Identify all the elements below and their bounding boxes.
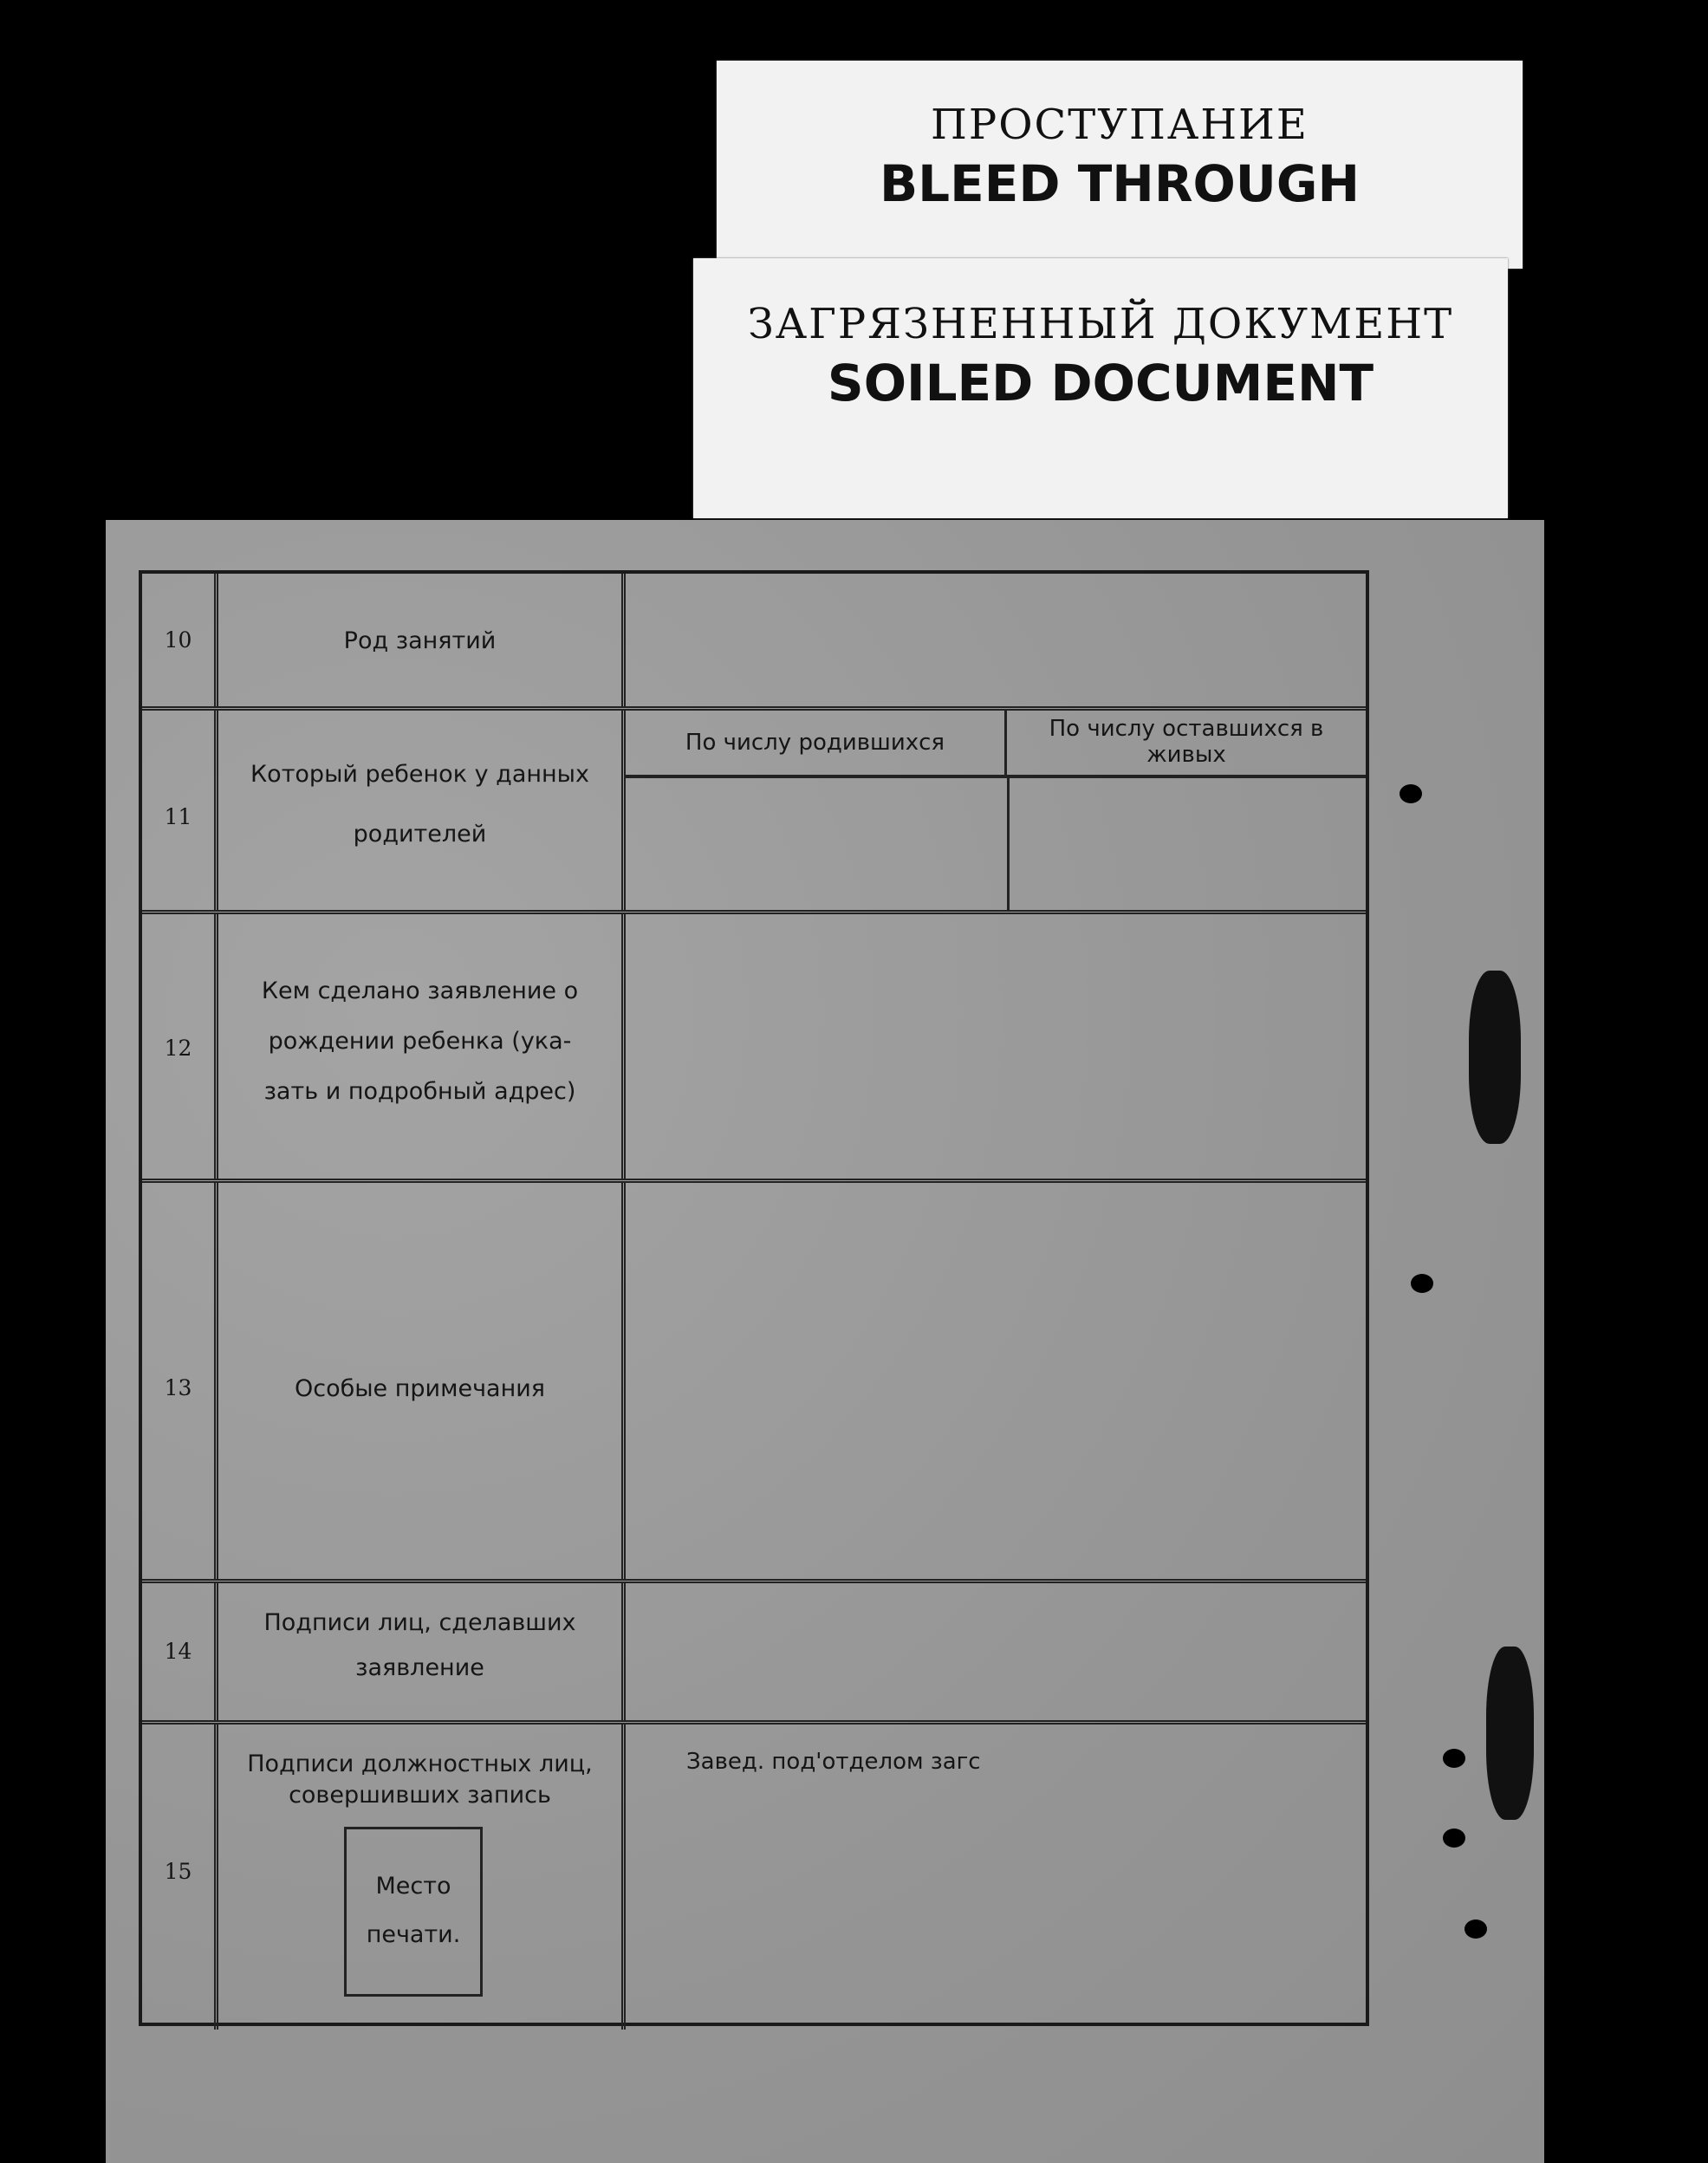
punch-hole <box>1411 1274 1433 1293</box>
row-number: 13 <box>142 1183 218 1579</box>
row-number: 15 <box>142 1725 218 2030</box>
row-value <box>626 1183 1366 1579</box>
soiled-document-ru: ЗАГРЯЗНЕННЫЙ ДОКУМЕНТ <box>747 300 1454 348</box>
bleed-through-ru: ПРОСТУПАНИЕ <box>931 101 1309 149</box>
row-label: Который ребенок у данных родителей <box>218 711 626 910</box>
row-value <box>626 574 1366 706</box>
row-label: Род занятий <box>218 574 626 706</box>
stain <box>1486 1647 1534 1820</box>
row-number: 10 <box>142 574 218 706</box>
row-label: Особые примечания <box>218 1183 626 1579</box>
soiled-document-en: SOILED DOCUMENT <box>827 354 1374 412</box>
soiled-document-label <box>693 258 1508 518</box>
row-value <box>626 914 1366 1179</box>
registrar-signature-label: Завед. под'отделом загс <box>686 1749 981 1775</box>
stain <box>1469 971 1521 1144</box>
row-label: Подписи лиц, сделавших заявление <box>218 1583 626 1720</box>
stamp-box: Место печати. <box>344 1827 483 1997</box>
row-value <box>626 1583 1366 1720</box>
punch-hole <box>1464 1919 1487 1939</box>
born-count-header: По числу родившихся <box>626 711 1007 778</box>
row-15 <box>142 1725 1366 2030</box>
birth-record-form <box>139 570 1369 2026</box>
punch-hole <box>1443 1749 1465 1768</box>
column-divider <box>1007 778 1010 910</box>
punch-hole <box>1400 784 1422 803</box>
row-11 <box>142 711 1366 914</box>
row-value <box>626 1725 1366 2030</box>
row-13 <box>142 1183 1366 1583</box>
row-number: 12 <box>142 914 218 1179</box>
row-14 <box>142 1583 1366 1725</box>
punch-hole <box>1443 1828 1465 1848</box>
bleed-through-label <box>717 61 1523 269</box>
row-number: 14 <box>142 1583 218 1720</box>
row-12 <box>142 914 1366 1183</box>
row-label: Кем сделано заявление о рождении ребенка (ука- зать и подробный адрес) <box>218 914 626 1179</box>
alive-count-header: По числу оставшихся в живых <box>1007 711 1366 778</box>
bleed-through-en: BLEED THROUGH <box>879 154 1361 213</box>
row-label: Подписи должностных лиц, совершивших запись Место печати. <box>218 1725 626 2030</box>
row-10 <box>142 574 1366 711</box>
row-number: 11 <box>142 711 218 910</box>
row-value <box>626 711 1366 910</box>
